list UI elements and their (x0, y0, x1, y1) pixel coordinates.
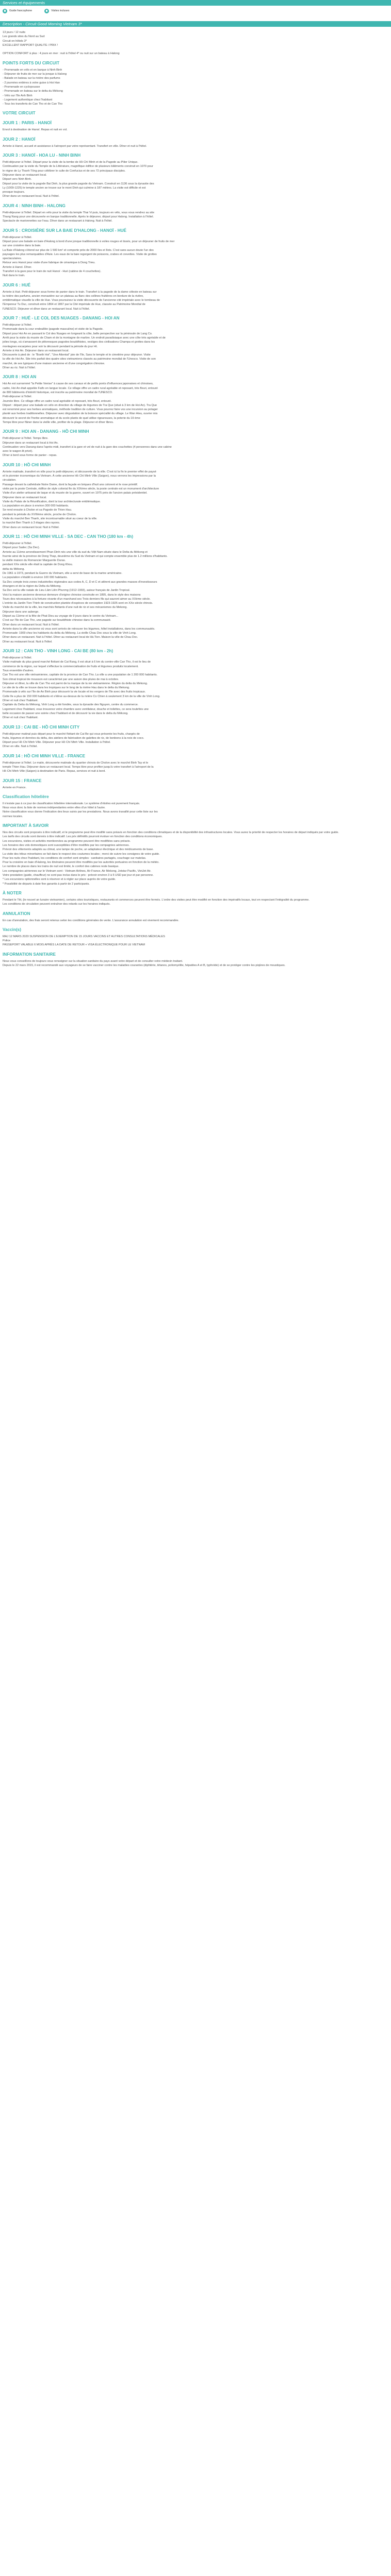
day-paragraph: Journée libre. Ce village offre un cadre rural agréable et reposant, très fleuri, entouré. (3, 399, 112, 403)
info-paragraph: Nous vous conseillons de toujours vous renseigner sur la situation sanitaire du pays avant votre départ et de consulter votre médecin traitant. (3, 959, 183, 963)
classification-paragraph: Nous vous donc la liste de normes indépendantes entre elles d'un hôtel à l'autre. (3, 806, 106, 810)
day-paragraph: marché, de ses typiques d'une maison ancienne et d'une congrégation chinoise. (3, 362, 105, 365)
day-paragraph: fruits, légumes et denrées du delta, des ateliers de fabrication de galettes de riz, de bonbons à la noix de coco. (3, 736, 144, 740)
day-paragraph: Transfert à la gare pour le train de nuit Hanoï - Hué (cabine de 4 couchettes). (3, 269, 102, 273)
day-body (3, 235, 388, 278)
day-paragraph: C'est sur l'île de Can Tho, une pagode sur bouddhiste chinoise dans la communauté. (3, 619, 111, 622)
day-paragraph: Dîner dans un restaurant local. Nuit à l'hôtel. (3, 623, 60, 626)
day-paragraph: Promenade dans la cour endeuillée (pagode masculine) et visite de la Pagode. (3, 328, 104, 331)
day-paragraph: Capitale du Delta du Mékong, Vinh Long a été fondée, sous la dynastie des Nguyen, centre du commerce. (3, 703, 139, 707)
important-paragraph: Le nombre de places dans les trains de nuit est limité, le confort des cabines reste basique. (3, 865, 120, 869)
intro-line: OPTION CONFORT à plus : 4 jours en mer : nuit à l'hôtel 4* ou nuit sur un bateau à Halong (3, 52, 120, 56)
day-paragraph: Dîner à bord sous forme de panier - repas. (3, 454, 57, 457)
point-fort-item: - Déjeuner de fruits de mer sur la jonque à Halong (3, 73, 67, 76)
day-paragraph: belle occasion de passer une soirée chez l'habitant et de découvrir la vie dans le delta du Mékong. (3, 711, 128, 715)
classification-block (3, 802, 388, 819)
day-paragraph: Dîner dans un restaurant local. Nuit à l'hôtel. (3, 195, 60, 198)
votre-circuit-title: VOTRE CIRCUIT (3, 111, 36, 116)
day-paragraph: Visite du marché de la ville, les marchés flottants d'une nuit de riz et ses mécanismes du Mekong. (3, 606, 127, 609)
important-paragraph: Prévoir des vêtements adaptés au climat, une lampe de poche, un adaptateur électrique et des médicaments de base. (3, 848, 154, 852)
intro-block (3, 30, 388, 56)
intro-line: 13 jours / 12 nuits (3, 31, 26, 34)
day-paragraph: Petit-déjeuner à l'hôtel. Départ pour la visite de la tombe de Hồ Chí Minh et de la Pagode au Pilier Unique. (3, 161, 138, 164)
day-paragraph: Arrivée au 11ème arrondissement Phan Dinh nés une ville du sud du Việt Nam située dans le Delta du Mékong et (3, 550, 148, 554)
day-paragraph: Dîner au restaurant local. Nuit à l'hôtel. (3, 640, 53, 643)
day-paragraph: planté aux herbes traditionnelles. Déjeuner avec dégustation de la boisson spécialité du village. Le Wan Hieu, ouvrier mis (3, 412, 158, 416)
day-title: JOUR 10 : HỒ CHI MINH (3, 462, 51, 467)
day-paragraph: pendant la période du XVIIIème siècle, proche de Cholon. (3, 513, 77, 516)
day-paragraph: Départ pour la visite de la pagode Bai Dinh, la plus grande pagode du Vietnam. Construit en 1136 sous la dynastie des (3, 182, 154, 185)
day-title: JOUR 14 : HỒ CHI MINH VILLE - FRANCE (3, 753, 86, 758)
day-paragraph: Voici la maison ancienne devenue demeure d'origine chinoise construite en 1895, dans le style des maisons (3, 593, 141, 597)
day-paragraph: Arrivée à Hanoï, accueil et assistance à l'aéroport par votre représentant. Transfert en ville. Dîner et nuit à l'hôtel. (3, 144, 147, 148)
day-paragraph: Cette île a plus de 150 000 habitants et s'élève au-dessus de la rivière Co Chien à seulement 3 km de la ville de Vinh Long. (3, 694, 160, 698)
points-forts-title: POINTS FORTS DU CIRCUIT (3, 60, 60, 65)
day-paragraph: Hồ Chí Minh Ville (Saigon) à destination de Paris. Repas, services et nuit à bord. (3, 770, 106, 773)
classification-title: Classification hôtelière (3, 794, 49, 799)
day-paragraph: avec le wagon-lit privé). (3, 450, 33, 453)
visites-icon (44, 9, 49, 13)
day-paragraph: Petit-déjeuner à l'hôtel. (3, 324, 32, 327)
day-paragraph: sur une croisière dans la baie. (3, 244, 41, 248)
day-title: JOUR 2 : HANOÏ (3, 137, 36, 142)
day-paragraph: La Baie d'Halong s'étend sur plus de 1 500 km² et comporte près de 2000 îles et îlots. C'est sans aucun doute l'un des (3, 248, 154, 252)
day-paragraph: le règne de Ly Thanh Tông pour célébrer le culte de Confucius et de ses 72 principaux disciples. (3, 169, 126, 173)
point-fort-item: - Promenade en vélo et en barque à Ninh Binh (3, 68, 62, 72)
day-paragraph: Nuit dans le train. (3, 274, 25, 278)
day-paragraph: circulation. (3, 479, 17, 482)
visites-label: Visites incluses (51, 9, 70, 12)
point-fort-item: - Vélo sur l'île Anh Binh (3, 94, 32, 97)
day-paragraph: Tous ensemble d'autres. (3, 669, 34, 672)
day-paragraph: L'entrée du Jardin Tien Thinh de construction plantée d'espèces de conception 1923-1925 sont en XXe siècle chinois. (3, 602, 153, 605)
info-paragraph: Depuis le 22 mars 2015, il est recommandé aux voyageurs de se faire vacciner contre les maladies courantes (diphtérie, tétanos, poliomyélite, hépatites A et B, typhoïde) et de se protéger contre les piqûres de moustiques. (3, 964, 286, 968)
day-paragraph: Petit-déjeuner à l'hôtel. (3, 395, 32, 399)
day-title: JOUR 4 : NINH BINH - HALONG (3, 203, 66, 208)
day-paragraph: Déjeuner et dîner, la ville de Can Tho est parmi de la marque de la vie vietnamienne. Région du delta du Mékong. (3, 682, 148, 685)
day-title: JOUR 1 : PARIS - HANOÏ (3, 121, 52, 126)
day-title: JOUR 3 : HANOÏ - HOA LU - NINH BINH (3, 153, 81, 158)
day-paragraph: Sa Dec est la ville natale de Lieu Lâm Liên Phương (1912-1993), auteur français de Jardin Tropical. (3, 589, 131, 592)
day-body (3, 382, 388, 425)
day-paragraph: Logement chez l'habitant, vous trouverez votre chambre avec ventilateur, douche et toilettes, ce sera toutefois une (3, 707, 149, 711)
day-paragraph: Arrêt pour la visite du musée de Cham et de la montagne de marbre. Un endroit paradisiaque avec une côte très agréable et de (3, 336, 166, 340)
day-paragraph: Se rend ensuite à Cholon et sa Pagode de Thien Hau. (3, 509, 72, 512)
info-title: INFORMATION SANITAIRE (3, 952, 56, 957)
day-paragraph: Départ pour Hoi An en passant le Col des Nuages en longeant la côte, belle perspective sur la péninsule de Lang Co. (3, 332, 153, 335)
services-title: Services et équipements (3, 1, 45, 5)
important-paragraph: * Possibilité de départs à date fixe garantis à partir de 2 participants. (3, 882, 90, 886)
passport-paragraph: PASSEPORT VALABLE 6 MOIS APRÈS LA DATE DE RETOUR + VISA ÉLECTRONIQUE POUR LE VIETNAM (3, 943, 145, 947)
day-paragraph: Dîner au riz. Nuit à l'hôtel. (3, 366, 36, 370)
day-paragraph: la marché Ben Thanh à 3 étages des rayons. (3, 521, 60, 525)
info-block (3, 959, 388, 968)
a-noter-block (3, 898, 388, 907)
day-paragraph: Envol à destination de Hanoï. Repas et nuit en vol. (3, 128, 68, 132)
day-paragraph: paysages les plus remarquables d'Asie. Les eaux de la baie regorgent de poissons, crabes et crevettes. Visite de grottes (3, 252, 157, 256)
day-title: JOUR 15 : FRANCE (3, 778, 42, 783)
classification-paragraph: normes locales. (3, 815, 23, 818)
day-title: JOUR 7 : HUÉ - LE COL DES NUAGES - DANANG - HOI AN (3, 316, 120, 321)
important-block (3, 831, 388, 886)
annulation-title: ANNULATION (3, 911, 30, 916)
day-paragraph: Hoi An est surnommé "la Petite Venise" à cause de ses canaux et de petits ponts d'influences japonaises et chinoises, (3, 382, 154, 386)
day-body (3, 656, 388, 720)
day-paragraph: Dîner dans un restaurant local. Nuit à l'hôtel. (3, 526, 60, 529)
intro-line: Circuit en hôtels 3* (3, 39, 27, 43)
day-paragraph: Petit-déjeuner à l'hôtel. Départ en vélo pour la visite du temple Thai Vi puis, toujours en vélo, vous vous rendrez au site (3, 211, 155, 214)
day-paragraph: Continuation vers Danang dans l'après-midi, transfert à la gare et vol de nuit à la gare des couchettes (4 personnes dans une cabine (3, 445, 172, 449)
day-paragraph: Tours des nécessaires à la fortune vivante d'un marchand ses Trois derniers fils qui sauront aimer au XXème siècle. (3, 597, 151, 601)
day-paragraph: de 800 bâtiments d'intérêt historique, est inscrite au patrimoine mondial de l'UNESCO. (3, 391, 113, 394)
guide-label: Guide francophone (9, 9, 32, 12)
day-paragraph: Visite d'un atelier artisanal de laque et du musée de la guerre, ouvert en 1975 près de l'ancien palais présidentiel. (3, 492, 148, 495)
day-paragraph: Départ : départ pour une balade en vélo en direction du village de légumes de Tra Que (situé à 3 km de Hoi An). Tra Que (3, 403, 157, 407)
day-paragraph: Dîner et nuit chez l'habitant. (3, 699, 39, 703)
day-body (3, 290, 388, 311)
day-paragraph: l'UNESCO. Déjeuner et dîner dans un restaurant local. Nuit à l'hôtel. (3, 307, 90, 311)
day-paragraph: Petit-déjeuner à l'hôtel. (3, 235, 32, 239)
intro-line (3, 47, 387, 52)
day-paragraph: Passage devant la cathédrale Notre Dame, dont la façade en briques d'huit ans colorent et le rose primitif. (3, 483, 138, 486)
day-paragraph: découvrir le secret de l'herbe aromatique et du scolo plants de quel utilise rigoureuses, la poterie du 19 ème (3, 416, 140, 420)
day-paragraph: Petit-déjeuner à l'hôtel. Le matin, découverte matinale du quartier chinois de Cholon avec le marché Binh Tay et le (3, 761, 149, 765)
day-paragraph: Arrivée à Hoi An. Déjeuner dans un restaurant local. (3, 349, 70, 352)
day-title: JOUR 13 : CAI BE - HỒ CHI MINH CITY (3, 724, 80, 730)
passport-block (3, 943, 388, 947)
important-paragraph: Les horaires des vols domestiques sont susceptibles d'être modifiés par les compagnies aériennes. (3, 843, 130, 847)
day-body (3, 160, 388, 199)
day-paragraph: la ville de Hoi An. Site très parfait des quatre sites vietnamiens classés au patrimoine mondial de l'Unesco. Visite de son (3, 358, 156, 361)
guide-service (3, 9, 32, 13)
day-paragraph: Découverte à pied de : le "Boeth Hoi", "Une Attentat" joie de l'île, Sans le temple et le cimetière pour déjeuner. Visite (3, 353, 151, 357)
day-paragraph: emblématique visuelle la ville de Hue. Vous poursuivez la visite découverte de l'ancienne cité impériale avec le tombeau de (3, 299, 160, 302)
day-paragraph: visite par la poste Centrale, édifice de style colonial fin du XIXème siècle, la poste centrale est un monument d'architecture (3, 487, 159, 490)
day-paragraph: Départ pour Sadec (Sa Dec). (3, 546, 40, 550)
days-list (3, 120, 388, 789)
day-paragraph: Déjeuner dans une auberge. (3, 610, 39, 614)
day-paragraph: la vieille maison du Romancier Marguerite Duras. (3, 559, 66, 563)
point-fort-item: - Promenade en cyclopousse (3, 85, 40, 89)
day-title: JOUR 5 : CROISIÈRE SUR LA BAIE D'HALONG - HANOÏ - HUÉ (3, 228, 127, 233)
day-title: JOUR 9 : HOI AN - DANANG - HỒ CHI MINH (3, 429, 89, 434)
day-paragraph: Promenade à vélo sur l'île de An Binh pour découvrir la vie locale et les vergers de l'île avec des fruits tropicaux. (3, 690, 146, 694)
description-title: Description - Circuit Good Morning Vietnam 3* (3, 22, 82, 26)
important-paragraph: Pour les nuits chez l'habitant, les conditions de confort sont simples : sanitaires partagés, couchage sur matelas. (3, 856, 146, 860)
day-body (3, 761, 388, 774)
day-paragraph: Petit-déjeuner à l'hôtel. (3, 541, 32, 545)
day-paragraph: Can Tho est une ville vietnamienne, capitale de la province de Can Tho. La ville a une population de 1 200 000 habitants. (3, 673, 158, 677)
day-paragraph: spectaculaires. (3, 257, 22, 261)
important-paragraph: * Les excursions optionnelles sont à réserver et à régler sur place auprès de votre guide. (3, 878, 116, 882)
point-fort-item: - Balade en bateau sur la rivière des parfums (3, 77, 60, 80)
day-paragraph: Arrivée matinale, transfert en ville pour le petit-déjeuner, et découverte de la ville. C'est ici la fin le premier effet de paysé (3, 470, 156, 473)
day-paragraph: Petit-déjeuner matinal puis départ pour le marché flottant de Cai Be qui vous présente les fruits, chargés de (3, 732, 140, 736)
day-paragraph: Retour vers Hanoï pour visite d'une fabrique de céramique à Dong Trieu. (3, 261, 95, 265)
day-paragraph: Départ pour Hồ Chí Minh Ville. Déjeuner pour Hồ Chí Minh Ville. Installation à l'hôtel. (3, 741, 111, 744)
day-paragraph: montagnes escarpées pour voir la découvrir pendant la période du jour Ht. (3, 345, 98, 348)
day-paragraph: La population s'établit à environ 100 000 habitants. (3, 576, 68, 580)
day-paragraph: Promenade: 1909 chez les habitants du delta du Mékong. La vieille Chau Doc sous la ville de Vinh Long. (3, 632, 137, 635)
day-body (3, 732, 388, 749)
day-paragraph: Visite du marché Ben Thanh, site incontournable situé au coeur de la ville. (3, 517, 97, 521)
vaccin-title: Vaccin(s) (3, 927, 21, 932)
important-paragraph: La visite des tribus minoritaires se fait dans le respect des coutumes locales ; merci de suivre les consignes de votre guide. (3, 852, 160, 856)
day-body (3, 541, 388, 644)
day-body (3, 786, 388, 790)
visites-service (44, 9, 69, 13)
important-paragraph: Les excursions, visites et activités mentionnées au programme peuvent être modifiées sans préavis. (3, 839, 131, 843)
intro-line: Les grands sites du Nord au Sud (3, 35, 45, 39)
vaccin-block (3, 935, 388, 943)
day-title: JOUR 11 : HỒ CHI MINH VILLE - SA DEC - CAN THO (180 km - 4h) (3, 534, 134, 539)
day-paragraph: Dîner dans un restaurant. Nuit à l'hôtel. Dîner au restaurant local de Hà Tien. Maison la ville de Chau Doc. (3, 636, 138, 639)
day-paragraph: Ly (1009-1225) le temple ancien se trouve sur le mont Dinh qui culmine à 187 mètres. La visite est difficile et est (3, 186, 146, 190)
annulation-block (3, 919, 388, 923)
classification-paragraph: Il n'existe pas à ce jour de classification hôtelière internationale. Le système d'étoiles est purement français. (3, 802, 140, 805)
day-paragraph: la rivière des parfums, ancien monastère sur un plateau au flanc des collines fruitières en bordure de la rivière, (3, 294, 144, 298)
day-paragraph: Départ vers Ninh Binh. (3, 178, 32, 181)
day-paragraph: étrangers et de la région du Delta du Mékong. (3, 584, 61, 588)
a-noter-paragraph: Pendant le Têt, (le nouvel an lunaire vietnamien), certains sites touristiques, restaurants et commerces peuvent être fermés. L'ordre des visites peut être modifié en fonction des impératifs locaux, tout en respectant l'intégralité du programme. (3, 898, 309, 902)
day-paragraph: Déjeuner dans un restaurant local. (3, 496, 47, 499)
page (0, 0, 391, 983)
point-fort-item: - 2 journées entières à votre guise à Hoi Han (3, 81, 60, 84)
important-paragraph: Les tarifs des circuits sont donnés à titre indicatif. Les prix définitifs pourront évoluer en fonction des conditions économiques. (3, 835, 162, 839)
a-noter-paragraph: Les conditions de circulation peuvent entraîner des retards sur les horaires indiqués. (3, 903, 110, 906)
day-title: JOUR 6 : HUÉ (3, 282, 31, 287)
a-noter-title: À NOTER (3, 890, 22, 895)
day-paragraph: Départ pour une balade en baie d'Halong à bord d'une jonque traditionnelle à voiles rouges et tissés, pour un déjeuner de fruits de mer (3, 240, 175, 243)
day-paragraph: temple Thien Hau. Déjeuner dans un restaurant local. Temps libre pour profiter jusqu'à votre transfert à l'aéroport de la (3, 766, 154, 769)
day-paragraph: Arrivée à Hué. Petit-déjeuner sous forme de panier dans le train. Transfert à la pagode de la dame céleste en bateau sur (3, 290, 157, 294)
point-fort-item: - Promenade en bateau sur le delta du Mékong (3, 90, 63, 93)
content (0, 27, 391, 983)
day-paragraph: jolies longs, où s'amassent de pittoresques pagodes bouddhistes, vestiges des civilisations Champa et grottes dans les (3, 341, 155, 344)
annulation-paragraph: En cas d'annulation, des frais seront retenus selon les conditions générales de vente. L'assurance annulation est vivement recommandée. (3, 919, 180, 922)
day-paragraph: pendant XXe siècle elle était la capitale de Dong Khou. (3, 563, 73, 567)
day-body (3, 323, 388, 370)
day-paragraph: La population en place à environ 300 000 habitants. (3, 504, 69, 508)
day-paragraph: Son climat tropical de mousson est caractérisé par une saison des pluies de mai à octobre. (3, 677, 119, 681)
guide-icon (3, 9, 7, 13)
important-paragraph: Pour la croisière en baie d'Halong, les itinéraires peuvent être modifiés par les autorités portuaires en fonction de la météo. (3, 861, 159, 865)
important-paragraph: Les compagnies aériennes sur le Vietnam sont : Vietnam Airlines, Air France, Air Mekong, Jetstar Pacific, VietJet Air. (3, 869, 151, 873)
day-body (3, 144, 388, 148)
day-paragraph: Petit-déjeuner à l'hôtel. (3, 656, 32, 660)
day-paragraph: Temps libre pour flâner dans la vieille ville, profiter de la plage. Déjeuner et dîner libres. (3, 421, 114, 424)
day-paragraph: et le pionnier économique du Vietnam. À cette ancienne Hồ Chí Minh Ville (Saigon), nous verrons les impressions par la (3, 474, 156, 478)
services-icons-row (0, 6, 391, 14)
point-fort-item: - Logement authentique chez l'habitant (3, 98, 53, 101)
day-paragraph: Sa Dec compte trois zones industrielles régionales aux codes A, C, D et C et attirent aux grandes masses d'investisseurs (3, 580, 157, 584)
services-header (0, 0, 391, 6)
day-paragraph: Visite du Palais de la Réunification, dont la tour architecturale emblématique. (3, 500, 101, 503)
day-paragraph: Thang Nang pour une découverte en barque traditionnelle. Après le déjeuner, départ pour Halong. Installation à l'hôtel. (3, 215, 154, 219)
classification-paragraph: Notre classification vous donne l'indication des lieux suivis par les prestations. Nous avons travaillé pour cette liste sur les (3, 810, 158, 814)
description-header (0, 21, 391, 27)
day-paragraph: Visite matinale du plus grand marché flottant de Cai Rang, il est situé à 6 km du centre-ville Can Tho, il est le lieu de (3, 660, 151, 664)
day-paragraph: commerce de la région, sur lequel s'effectue la commercialisation de fruits et légumes produits localement. (3, 665, 139, 668)
day-body (3, 128, 388, 132)
day-paragraph: l'Empereur Tu Duc, construit entre 1864 et 1867 par la Cité impériale de Hue, classée au Patrimoine Mondial de (3, 303, 145, 307)
day-paragraph: presque toujours. (3, 191, 25, 194)
day-paragraph: Arrivée en France. (3, 786, 27, 789)
day-paragraph: Dîner en ville. Nuit à l'hôtel. (3, 745, 38, 749)
day-paragraph: Déjeuner dans un restaurant local à Hoi An. (3, 441, 59, 445)
day-paragraph: Petit-déjeuner à l'hôtel. Temps libre. (3, 437, 48, 440)
day-title: JOUR 8 : HOI AN (3, 375, 37, 380)
points-forts-list (3, 68, 388, 107)
day-paragraph: Dîner et nuit chez l'habitant. (3, 716, 39, 720)
day-paragraph: Arrivée dans la ville ancienne où vous sont arrivés de retrouver les légumes, hôtel installations, dans les communautés. (3, 627, 155, 631)
day-paragraph: est renommé pour ses herbes aromatiques, méthode tradition de culture. Vous pourrez faire vos une incursion au potager (3, 408, 158, 412)
intro-line: EXCELLENT RAPPORT QUALITE / PRIX ! (3, 43, 58, 47)
important-paragraph: Nos des circuits sont proposés à titre indicatif, et le programme peut être modifié sans préavis en fonction des conditions climatiques et de la disponibilité des infrastructures locales. Vous aurez la priorité de respecter les horaires de départ indiqués par votre guide. (3, 831, 339, 835)
day-paragraph: Déjeuner dans un restaurant local. (3, 173, 47, 177)
vaccin-paragraph: MAJ 12 MARS 2020 SUSPENSION DE L'EXEMPTION DE 15 JOURS VACCINS ET AUTRES CONSULTATIONS MÉDICALES (3, 935, 165, 938)
day-body (3, 470, 388, 530)
point-fort-item: - Tous les transferts de Can Tho et de Can Tho (3, 103, 63, 106)
day-title: JOUR 12 : CAN THO - VINH LONG - CAI BE (80 km - 2h) (3, 649, 113, 654)
day-body (3, 211, 388, 224)
day-paragraph: fournie ainsi de la province de Dong Thap, deuxième du Sud du Vietnam et qui compte ensemble plus de 1.2 millions d'habitants. (3, 554, 168, 558)
important-paragraph: Votre prestation (guide, chauffeur) ne sont pas inclus dans le prix : prévoir environ 3 à 5 USD par jour et par personne. (3, 874, 154, 877)
important-title: IMPORTANT À SAVOIR (3, 823, 49, 828)
day-paragraph: Continuation par la visite du Temple de la Littérature, magnifique édifice de plusieurs bâtiments construit en 1070 pour (3, 165, 153, 168)
day-paragraph: Le site de la ville se trouve dans les tropiques sur le long de la rivière Hau dans le delta du Mekong. (3, 686, 130, 690)
day-paragraph: De 1961 à 1973, pendant la Guerre du Vietnam, elle a servi de base de la marine américaine. (3, 572, 122, 575)
vaccin-paragraph: Police (3, 939, 11, 943)
day-paragraph: Spectacle de marionnettes sur l'eau. Dîner dans un restaurant à Halong. Nuit à l'hôtel. (3, 219, 112, 223)
day-paragraph: delta du Mékong. (3, 567, 25, 571)
day-paragraph: cadre, Hoi An était appelée Faifo en langue locale. Ce village offre un cadre rural agréable et reposant, très fleuri, entouré (3, 386, 158, 390)
day-paragraph: Départ au 11ème et la fête de Phat Dieu au voyage de 9 jours dans le centre du Vietnam... (3, 614, 119, 618)
day-body (3, 436, 388, 457)
day-paragraph: Arrivée à Hanoï. Dîner. (3, 265, 32, 269)
